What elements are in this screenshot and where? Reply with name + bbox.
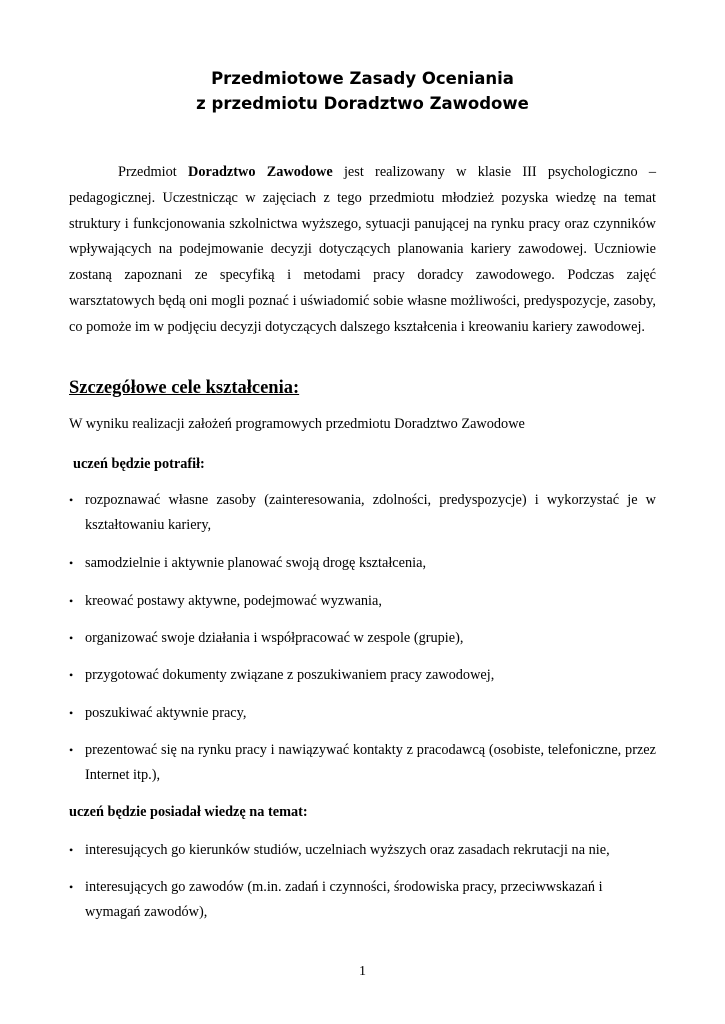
bullet-icon: • bbox=[69, 594, 74, 608]
bullet-icon: • bbox=[69, 631, 74, 645]
bullet-icon: • bbox=[69, 743, 74, 757]
list-item bbox=[69, 488, 656, 538]
list-item-text: samodzielnie i aktywnie planować swoją drogę kształcenia, bbox=[85, 555, 427, 571]
bullet-icon: • bbox=[69, 556, 74, 570]
list-item bbox=[69, 838, 656, 863]
page-number: 1 bbox=[359, 964, 366, 979]
intro-subject-name: Doradztwo Zawodowe bbox=[188, 164, 333, 180]
section-lead: W wyniku realizacji założeń programowych przedmiotu Doradztwo Zawodowe bbox=[69, 416, 525, 432]
section-heading: Szczegółowe cele kształcenia: bbox=[69, 378, 300, 398]
bullet-icon: • bbox=[69, 493, 74, 507]
knowledge-heading: uczeń będzie posiadał wiedzę na temat: bbox=[69, 804, 308, 820]
list-item bbox=[69, 589, 656, 614]
list-item bbox=[69, 875, 609, 925]
intro-paragraph bbox=[69, 160, 656, 341]
intro-text-rest: jest realizowany w klasie III psychologiczno – pedagogicznej. Uczestnicząc w zajęciach z tego przedmiotu młodzież pozyska wiedzę na temat struktury i funkcjonowania szkolnictwa wyższego, sytuacji panującej na rynku pracy oraz czynników wpływających na podejmowanie decyzji dotyczących planowania kariery zawodowej. Uczniowie zostaną zapoznani ze specyfiką i metodami pracy doradcy zawodowego. Podczas zajęć warsztatowych będą oni mogli poznać i uświadomić sobie własne możliwości, predyspozycje, zasoby, co pomoże im w podjęciu decyzji dotyczących dalszego kształcenia i kreowaniu kariery zawodowej. bbox=[69, 164, 656, 335]
bullet-icon: • bbox=[69, 880, 74, 894]
list-item-text: kreować postawy aktywne, podejmować wyzwania, bbox=[85, 593, 382, 609]
list-item-text: prezentować się na rynku pracy i nawiązywać kontakty z pracodawcą (osobiste, telefoniczne, przez Internet itp.), bbox=[85, 742, 656, 783]
list-item bbox=[69, 551, 656, 576]
document-title-line-2: z przedmiotu Doradztwo Zawodowe bbox=[196, 94, 529, 113]
list-item-text: interesujących go zawodów (m.in. zadań i czynności, środowiska pracy, przeciwwskazań i wymagań zawodów), bbox=[85, 879, 603, 920]
list-item-text: organizować swoje działania i współpracować w zespole (grupie), bbox=[85, 630, 464, 646]
skills-heading: uczeń będzie potrafił: bbox=[73, 456, 205, 472]
list-item bbox=[69, 701, 656, 726]
list-item-text: przygotować dokumenty związane z poszukiwaniem pracy zawodowej, bbox=[85, 667, 495, 683]
intro-text-start: Przedmiot bbox=[118, 164, 189, 180]
bullet-icon: • bbox=[69, 668, 74, 682]
document-title-line-1: Przedmiotowe Zasady Oceniania bbox=[211, 69, 514, 88]
bullet-icon: • bbox=[69, 706, 74, 720]
list-item-text: rozpoznawać własne zasoby (zainteresowania, zdolności, predyspozycje) i wykorzystać je w kształtowaniu kariery, bbox=[85, 492, 656, 533]
list-item bbox=[69, 738, 656, 788]
list-item bbox=[69, 626, 656, 651]
list-item-text: poszukiwać aktywnie pracy, bbox=[85, 705, 247, 721]
bullet-icon: • bbox=[69, 843, 74, 857]
list-item bbox=[69, 663, 656, 688]
list-item-text: interesujących go kierunków studiów, uczelniach wyższych oraz zasadach rekrutacji na nie, bbox=[85, 842, 610, 858]
